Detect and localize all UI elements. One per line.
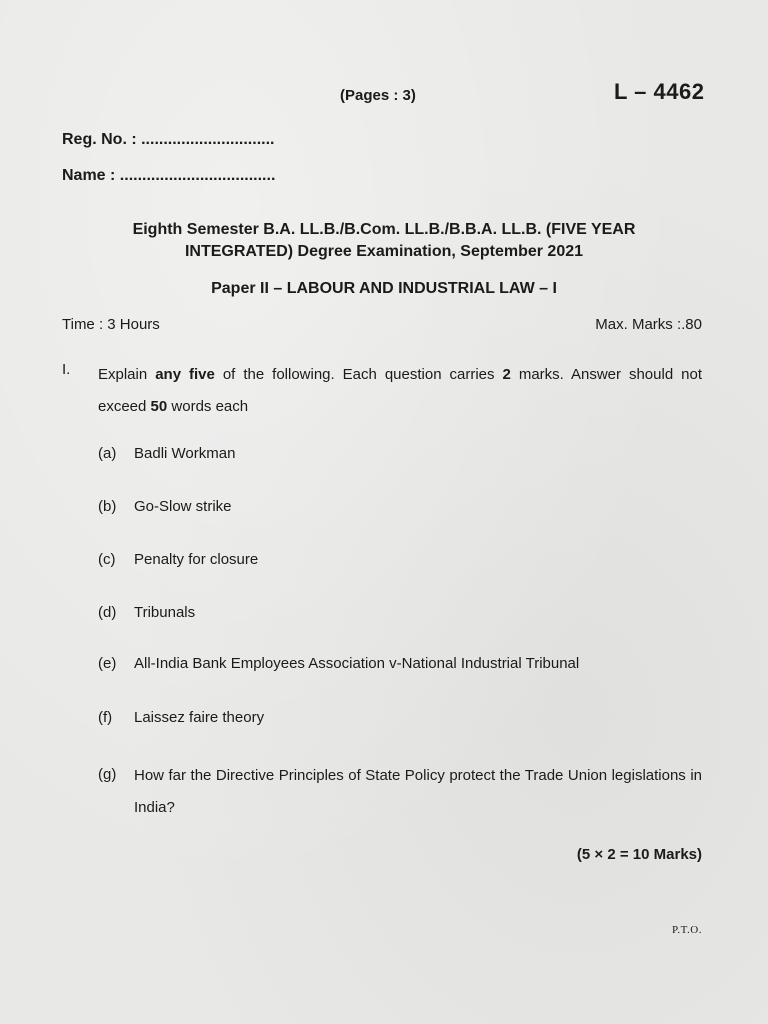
instruction-text: of the following. Each question carries	[214, 366, 503, 383]
instruction-text: words each	[167, 398, 249, 415]
item-text: All-India Bank Employees Association v-National Industrial Tribunal	[134, 655, 580, 672]
question-item-g-label	[98, 766, 134, 783]
item-label: (g)	[98, 766, 117, 783]
max-marks: Max. Marks :.80	[595, 316, 702, 333]
paper-title: Paper II – LABOUR AND INDUSTRIAL LAW – I	[211, 280, 557, 297]
question-item-a	[98, 445, 235, 462]
item-label: (a)	[98, 445, 117, 462]
instruction-text: marks. Answer should not exceed	[98, 366, 702, 415]
exam-title-line-1: Eighth Semester B.A. LL.B./B.Com. LL.B./B.B.A. LL.B. (FIVE YEAR	[132, 221, 636, 238]
page-turn-over: P.T.O.	[672, 924, 702, 936]
item-label: (f)	[98, 709, 113, 726]
item-label: (b)	[98, 498, 117, 515]
section-number: I.	[62, 361, 71, 378]
page-count: (Pages : 3)	[340, 87, 416, 104]
question-item-b	[98, 498, 232, 515]
instruction-emphasis: 50	[150, 398, 168, 415]
time-allowed: Time : 3 Hours	[62, 316, 160, 333]
instruction-emphasis: 2	[502, 366, 511, 383]
item-text: Laissez faire theory	[134, 709, 265, 726]
question-item-c	[98, 551, 258, 568]
question-item-e	[98, 655, 579, 672]
item-text: Tribunals	[134, 604, 196, 621]
paper-code: L – 4462	[614, 79, 705, 104]
exam-title-line-2: INTEGRATED) Degree Examination, September 2021	[184, 243, 584, 260]
item-text: Go-Slow strike	[134, 498, 232, 515]
item-text: Penalty for closure	[134, 551, 259, 568]
question-item-d	[98, 604, 195, 621]
item-text: Badli Workman	[134, 445, 236, 462]
name-field: Name : ...................................	[62, 167, 276, 184]
instruction-text: Explain	[98, 366, 156, 383]
question-item-g-text: How far the Directive Principles of State Policy protect the Trade Union legislations in India?	[134, 767, 702, 816]
reg-no-field: Reg. No. : ..............................	[62, 131, 275, 148]
section-instructions	[98, 359, 702, 423]
item-label: (c)	[98, 551, 116, 568]
item-label: (d)	[98, 604, 117, 621]
item-label: (e)	[98, 655, 117, 672]
marks-total: (5 × 2 = 10 Marks)	[576, 846, 702, 863]
instruction-emphasis: any five	[155, 366, 215, 383]
question-item-f	[98, 709, 264, 726]
